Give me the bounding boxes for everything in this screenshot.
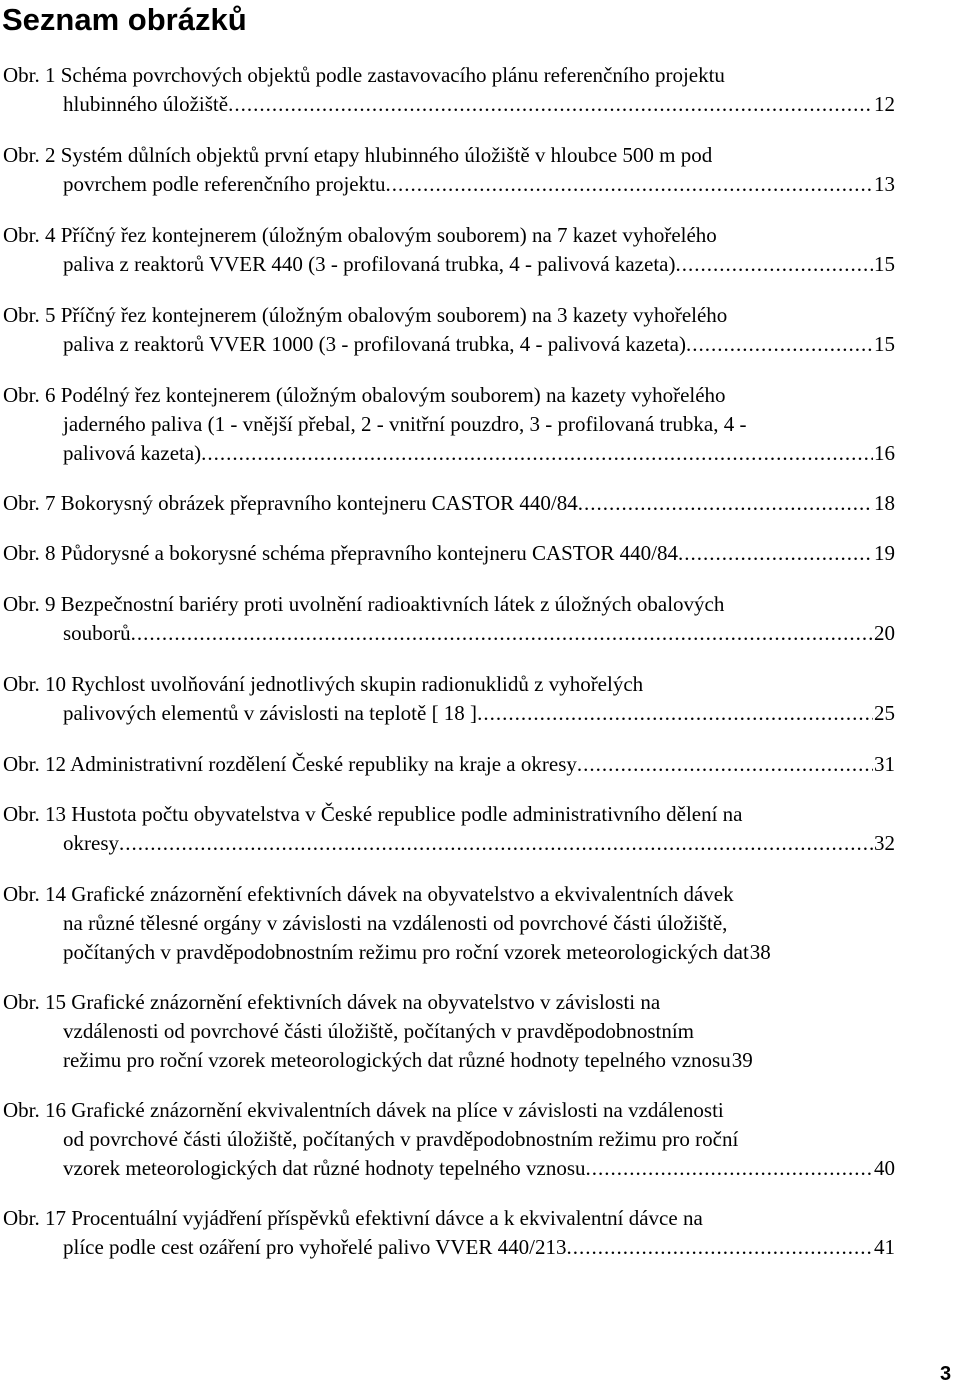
figure-caption-text: Obr. 15 Grafické znázornění efektivních dávek na obyvatelstvo v závislosti na [3, 990, 661, 1014]
figure-caption-text: souborů [63, 621, 131, 645]
figure-entry-line [3, 1125, 895, 1154]
dot-leader [131, 619, 873, 648]
figure-caption-text: Obr. 13 Hustota počtu obyvatelstva v České republice podle administrativního dělení na [3, 802, 743, 826]
figure-caption-text: hlubinného úložiště [63, 92, 229, 116]
figure-entry-line [3, 489, 895, 518]
figure-entry[interactable] [3, 61, 895, 119]
dot-leader [385, 170, 873, 199]
figure-page-number: 40 [874, 1156, 895, 1180]
figure-caption-text: palivová kazeta) [63, 441, 202, 465]
figure-caption-text: Obr. 16 Grafické znázornění ekvivalentních dávek na plíce v závislosti na vzdálenosti [3, 1098, 724, 1122]
figure-entry[interactable] [3, 800, 895, 858]
figure-page-number: 15 [874, 252, 895, 276]
figure-caption-text: okresy [63, 831, 119, 855]
figure-entry-line [3, 539, 895, 568]
dot-leader [119, 829, 873, 858]
figure-entry-line [3, 699, 895, 728]
figure-entry[interactable] [3, 381, 895, 468]
figure-entry[interactable] [3, 301, 895, 359]
dot-leader [477, 699, 873, 728]
figure-entry-line [3, 880, 895, 909]
figure-entry-line [3, 141, 895, 170]
figure-entry-line [3, 439, 895, 468]
figure-caption-text: Obr. 7 Bokorysný obrázek přepravního kontejneru CASTOR 440/84 [3, 491, 578, 515]
page-title: Seznam obrázků [2, 2, 247, 37]
figure-page-number: 38 [749, 940, 771, 964]
dot-leader [586, 1154, 874, 1183]
figure-entry-line [3, 221, 895, 250]
figure-caption-text: Obr. 9 Bezpečnostní bariéry proti uvolnění radioaktivních látek z úložných obalových [3, 592, 725, 616]
figure-caption-text: režimu pro roční vzorek meteorologických dat různé hodnoty tepelného vznosu [63, 1048, 731, 1072]
figure-page-number: 32 [874, 831, 895, 855]
figure-caption-text: palivových elementů v závislosti na teplotě [ 18 ] [63, 701, 478, 725]
figure-entry-line [3, 988, 895, 1017]
figure-entry[interactable] [3, 880, 895, 967]
figure-entry-line [3, 1017, 895, 1046]
figure-page-number: 18 [874, 491, 895, 515]
figure-entry-line [3, 909, 895, 938]
figure-entry[interactable] [3, 590, 895, 648]
figure-caption-text: Obr. 2 Systém důlních objektů první etapy hlubinného úložiště v hloubce 500 m pod [3, 143, 713, 167]
figure-entry-line [3, 800, 895, 829]
figure-entry-line [3, 250, 895, 279]
figure-page-number: 15 [874, 332, 895, 356]
dot-leader [678, 539, 873, 568]
figure-caption-text: počítaných v pravděpodobnostním režimu pro roční vzorek meteorologických dat [63, 940, 749, 964]
figure-caption-text: Obr. 4 Příčný řez kontejnerem (úložným obalovým souborem) na 7 kazet vyhořelého [3, 223, 717, 247]
figure-caption-text: vzorek meteorologických dat různé hodnoty tepelného vznosu [63, 1156, 586, 1180]
figure-caption-text: paliva z reaktorů VVER 1000 (3 - profilovaná trubka, 4 - palivová kazeta) [63, 332, 686, 356]
figure-page-number: 41 [874, 1235, 895, 1259]
figure-page-number: 19 [874, 541, 895, 565]
figure-entry-line [3, 410, 895, 439]
figure-caption-text: paliva z reaktorů VVER 440 (3 - profilovaná trubka, 4 - palivová kazeta) [63, 252, 676, 276]
figure-caption-text: Obr. 5 Příčný řez kontejnerem (úložným obalovým souborem) na 3 kazety vyhořelého [3, 303, 728, 327]
figure-caption-text: Obr. 1 Schéma povrchových objektů podle zastavovacího plánu referenčního projektu [3, 63, 725, 87]
figure-page-number: 13 [874, 172, 895, 196]
figure-entry-line [3, 938, 895, 967]
figure-caption-text: Obr. 17 Procentuální vyjádření příspěvků efektivní dávce a k ekvivalentní dávce na [3, 1206, 703, 1230]
figure-caption-text: povrchem podle referenčního projektu [63, 172, 386, 196]
figure-page-number: 31 [874, 752, 895, 776]
dot-leader [566, 1233, 873, 1262]
figure-caption-text: Obr. 14 Grafické znázornění efektivních dávek na obyvatelstvo a ekvivalentních dávek [3, 882, 734, 906]
figure-entry[interactable] [3, 670, 895, 728]
figure-entry-line [3, 590, 895, 619]
figure-caption-text: Obr. 12 Administrativní rozdělení České republiky na kraje a okresy [3, 752, 577, 776]
dot-leader [578, 489, 873, 518]
figure-caption-text: jaderného paliva (1 - vnější přebal, 2 - vnitřní pouzdro, 3 - profilovaná trubka, 4 - [63, 412, 747, 436]
figure-entry-line [3, 61, 895, 90]
figure-entry-line [3, 1204, 895, 1233]
dot-leader [675, 250, 873, 279]
figure-entry-line [3, 619, 895, 648]
figure-page-number: 12 [874, 92, 895, 116]
figure-page-number: 25 [874, 701, 895, 725]
figure-entry[interactable] [3, 539, 895, 568]
figure-entry[interactable] [3, 141, 895, 199]
figure-entry[interactable] [3, 750, 895, 779]
figure-caption-text: Obr. 6 Podélný řez kontejnerem (úložným obalovým souborem) na kazety vyhořelého [3, 383, 726, 407]
figure-caption-text: na různé tělesné orgány v závislosti na vzdálenosti od povrchové části úložiště, [63, 911, 728, 935]
page-number: 3 [940, 1363, 952, 1385]
figure-entry-line [3, 170, 895, 199]
dot-leader [228, 90, 873, 119]
figure-entry[interactable] [3, 1096, 895, 1183]
figure-page-number: 39 [731, 1048, 753, 1072]
figure-entry-line [3, 1154, 895, 1183]
figure-entry[interactable] [3, 988, 895, 1075]
figure-entry-line [3, 1233, 895, 1262]
figure-entry-line [3, 330, 895, 359]
figure-entry-line [3, 1096, 895, 1125]
figure-entry-line [3, 381, 895, 410]
figure-entry-line [3, 750, 895, 779]
dot-leader [201, 439, 873, 468]
figure-caption-text: vzdálenosti od povrchové části úložiště, počítaných v pravděpodobnostním [63, 1019, 695, 1043]
figure-page-number: 20 [874, 621, 895, 645]
figure-caption-text: plíce podle cest ozáření pro vyhořelé palivo VVER 440/213 [63, 1235, 567, 1259]
figure-entry-line [3, 90, 895, 119]
figure-entry[interactable] [3, 489, 895, 518]
figure-entry[interactable] [3, 221, 895, 279]
dot-leader [686, 330, 873, 359]
figure-entry-line [3, 1046, 895, 1075]
figure-entry[interactable] [3, 1204, 895, 1262]
figure-page-number: 16 [874, 441, 895, 465]
dot-leader [577, 750, 873, 779]
figure-entry-line [3, 829, 895, 858]
figure-caption-text: Obr. 10 Rychlost uvolňování jednotlivých skupin radionuklidů z vyhořelých [3, 672, 644, 696]
figure-caption-text: Obr. 8 Půdorysné a bokorysné schéma přepravního kontejneru CASTOR 440/84 [3, 541, 679, 565]
figure-entry-line [3, 301, 895, 330]
figure-caption-text: od povrchové části úložiště, počítaných v pravděpodobnostním režimu pro roční [63, 1127, 739, 1151]
figure-entry-line [3, 670, 895, 699]
